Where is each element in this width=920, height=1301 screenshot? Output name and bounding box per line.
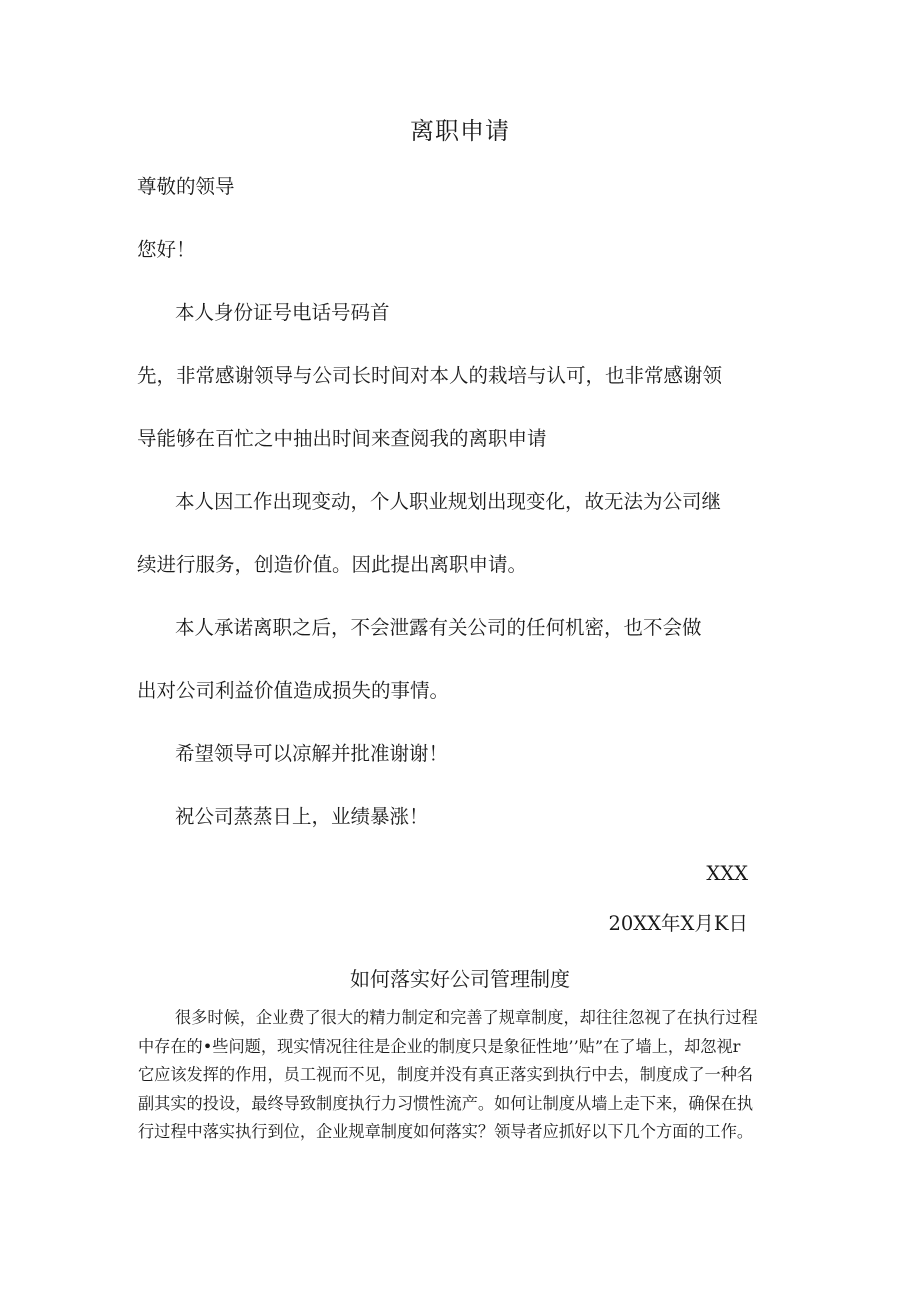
- letter-line: 祝公司蒸蒸日上，业绩暴涨！: [175, 805, 429, 828]
- article-line: 很多时候，企业费了很大的精力制定和完善了规章制度，却往往忽视了在执行过程: [175, 1008, 758, 1027]
- letter-line: 先，非常感谢领导与公司长时间对本人的栽培与认可，也非常感谢领: [137, 364, 723, 387]
- letter-line: 希望领导可以凉解并批准谢谢！: [175, 742, 449, 765]
- letter-line: 本人承诺离职之后，不会泄露有关公司的任何机密，也不会做: [175, 616, 702, 639]
- letter-greeting: 您好！: [137, 238, 196, 261]
- article-title: 如何落实好公司管理制度: [350, 967, 570, 991]
- letter-salutation: 尊敬的领导: [137, 175, 235, 198]
- letter-date: 20XX年X月K日: [608, 912, 748, 935]
- article-line: 中存在的•些问题，现实情况往往是企业的制度只是象征性地’’贴”在了墙上，却忽视r: [138, 1036, 741, 1056]
- article-line: 副其实的投设，最终导致制度执行力习惯性流产。如何让制度从墙上走下来，确保在执: [138, 1093, 754, 1113]
- letter-line: 续进行服务，创造价值。因此提出离职申请。: [137, 553, 528, 576]
- article-line: 它应该发挥的作用，员工视而不见，制度并没有真正落实到执行中去，制度成了一种名: [138, 1065, 754, 1084]
- letter-line: 本人身份证号电话号码首: [175, 301, 390, 324]
- article-body: [138, 1004, 790, 1147]
- letter-line: 本人因工作出现变动，个人职业规划出现变化，故无法为公司继: [175, 490, 722, 513]
- letter-line: 出对公司利益价值造成损失的事情。: [137, 679, 450, 702]
- letter-line: 导能够在百忙之中抽出时间来查阅我的离职申请: [137, 427, 547, 450]
- article-line: 行过程中落实执行到位，企业规章制度如何落实？领导者应抓好以下几个方面的工作。: [138, 1122, 754, 1141]
- letter-title: 离职申请: [410, 117, 510, 145]
- letter-signature: XXX: [706, 862, 748, 885]
